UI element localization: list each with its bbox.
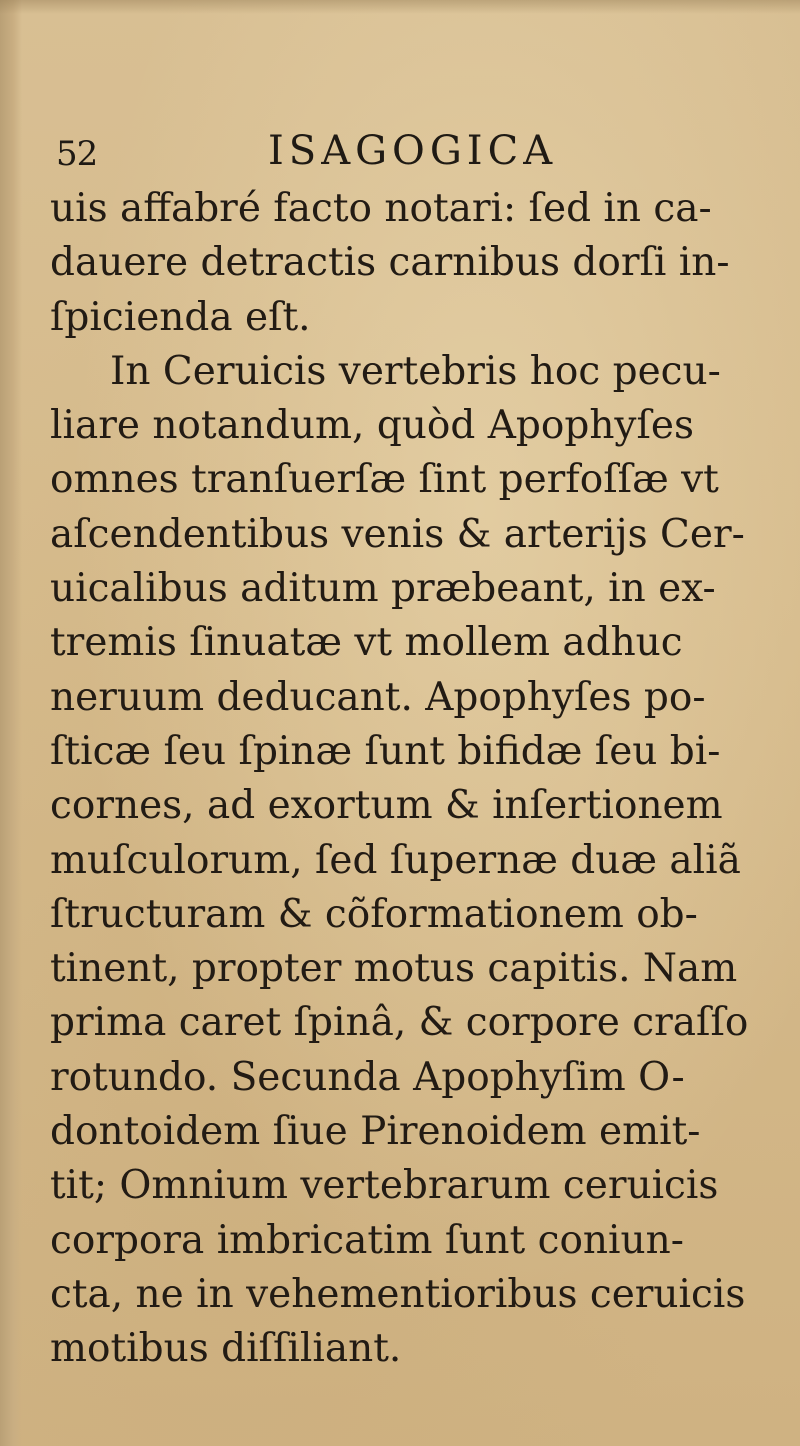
running-head: ISAGOGICA — [268, 128, 558, 174]
paragraph-start-line: In Ceruicis vertebris hoc pecu- — [110, 348, 721, 394]
text-line: rotundo. Secunda Apophyſim O- — [50, 1054, 685, 1100]
text-line: ſticæ ſeu ſpinæ ſunt bifidæ ſeu bi- — [50, 728, 721, 774]
text-line: tit; Omnium vertebrarum ceruicis — [50, 1163, 719, 1209]
text-line: dontoidem ſiue Pirenoidem emit- — [50, 1109, 701, 1155]
text-line: ſtructuram & cõformationem ob- — [50, 891, 698, 937]
page-gutter — [0, 0, 22, 1446]
text-line: motibus diſſiliant. — [50, 1326, 402, 1372]
text-line: prima caret ſpinâ, & corpore craſſo — [50, 1000, 749, 1046]
page-header — [56, 128, 696, 176]
text-line: liare notandum, quòd Apophyſes — [50, 403, 694, 449]
text-line: tinent, propter motus capitis. Nam — [50, 946, 738, 992]
text-line: cta, ne in vehementioribus ceruicis — [50, 1271, 746, 1317]
text-line: uis affabré facto notari: ſed in ca- — [50, 186, 712, 231]
text-line: tremis ſinuatæ vt mollem adhuc — [50, 620, 683, 666]
text-line: muſculorum, ſed ſupernæ duæ aliã — [50, 837, 741, 883]
text-line: corpora imbricatim ſunt coniun- — [50, 1217, 684, 1263]
text-line: uicalibus aditum præbeant, in ex- — [50, 566, 716, 612]
text-line: dauere detractis carnibus dorſi in- — [50, 240, 730, 286]
page-number: 52 — [56, 134, 98, 174]
text-line: neruum deducant. Apophyſes po- — [50, 674, 706, 720]
body-text — [50, 182, 760, 1377]
text-line: aſcendentibus venis & arterijs Cer- — [50, 511, 745, 557]
text-line: ſpicienda eſt. — [50, 294, 311, 340]
text-line: omnes tranſuerſæ ſint perfoſſæ vt — [50, 457, 719, 503]
page-top-shadow — [0, 0, 800, 14]
text-line: cornes, ad exortum & inſertionem — [50, 783, 723, 829]
